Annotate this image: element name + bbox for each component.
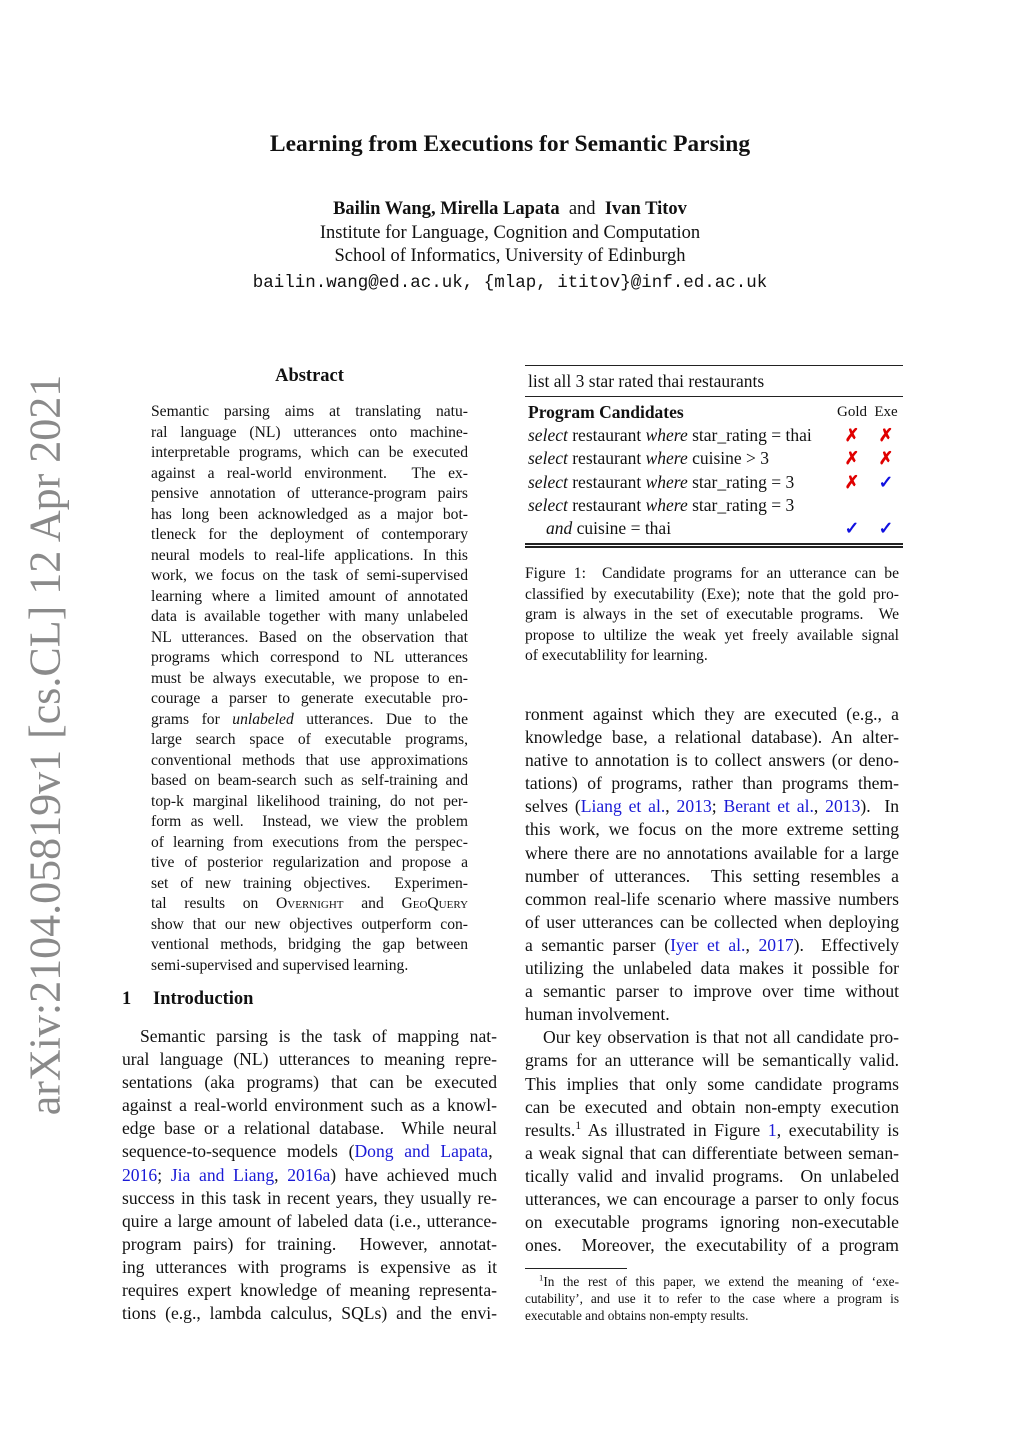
text-line [151, 402, 468, 423]
text-line [151, 853, 468, 874]
program-candidate-row [525, 494, 903, 517]
text-run: pensive annotation of utterance-program pairs [151, 485, 468, 502]
text-line [151, 771, 468, 792]
text-run: grams for an utterance will be semantically valid. [525, 1050, 899, 1071]
text-run: , [665, 796, 677, 817]
text-run: tive of posterior regularization and propose a [151, 854, 468, 871]
text-run: learning where a limited amount of annotated [151, 587, 468, 605]
text-run: cuisine = thai [572, 517, 672, 538]
text-run: , [745, 934, 759, 955]
text-run: sequence-to-sequence models ( [122, 1141, 355, 1162]
text-run: , executability is [776, 1119, 899, 1140]
text-run: cutability’, and use it to refer to the case where a program is [525, 1291, 899, 1306]
text-line [525, 865, 899, 888]
text-line [525, 605, 899, 626]
text-run: ) have achieved much [330, 1164, 497, 1185]
footnote [525, 1273, 899, 1324]
text-line [525, 1003, 899, 1026]
dataset-name: Overnight [276, 895, 344, 912]
text-line [525, 772, 899, 795]
text-run: ventional methods, bridging the gap between [151, 936, 468, 953]
citation-link[interactable]: 2016a [287, 1164, 331, 1185]
footnote-mark: 1 [539, 1273, 544, 1283]
text-run: ). Effectively [793, 934, 899, 955]
text-line [122, 1164, 497, 1187]
text-line [525, 818, 899, 841]
text-run: In the rest of this paper, we extend the meaning of ‘exe- [543, 1274, 899, 1289]
text-run: utilizing the unlabeled data makes it possible for [525, 958, 899, 979]
text-run: semi-supervised and supervised learning. [151, 956, 409, 974]
text-run: utterances. Due to the [293, 710, 468, 728]
table-header [525, 401, 903, 424]
text-line [122, 1302, 497, 1325]
program-candidate-row [525, 447, 903, 470]
text-line [151, 956, 468, 977]
check-icon-exe: ✓ [878, 471, 894, 492]
text-line [122, 1140, 497, 1163]
text-line [525, 888, 899, 911]
text-line [122, 1256, 497, 1279]
text-line [525, 726, 899, 749]
authors-and: and [568, 199, 596, 219]
text-line [122, 1094, 497, 1117]
dataset-name: GeoQuery [401, 895, 468, 912]
text-line [525, 1049, 899, 1072]
text-run: restaurant [567, 448, 646, 469]
text-line [525, 1026, 899, 1049]
program-text [528, 447, 835, 470]
cross-icon-gold [835, 494, 869, 517]
text-run: ones. Moreover, the executability of a program [525, 1235, 899, 1256]
text-run: gram is always in the set of executable programs. We [525, 606, 899, 623]
cross-icon-gold: ✗ [844, 471, 860, 492]
emphasis-text: unlabeled [232, 710, 294, 728]
text-run: Semantic parsing aims at translating natu- [151, 403, 468, 420]
cross-icon-exe: ✗ [878, 448, 894, 469]
citation-link[interactable]: 2013 [676, 796, 712, 817]
citation-link[interactable]: Dong and Lapata [354, 1141, 489, 1162]
text-run: has long been acknowledged as a major bot- [151, 505, 468, 523]
text-run: NL utterances. Based on the observation that [151, 628, 468, 646]
text-run: quire a large amount of labeled data (i.e., utterance- [122, 1210, 497, 1231]
cross-icon-exe: ✗ [878, 425, 894, 446]
text-run: knowledge base, a relational database). An alter- [525, 727, 899, 748]
author-names-1: Bailin Wang, Mirella Lapata [333, 199, 560, 219]
text-run: grams for [151, 710, 233, 728]
text-run: common real-life scenario where massive numbers [525, 888, 899, 909]
text-line [525, 1096, 899, 1119]
text-run: based on beam-search such as self-training and [151, 772, 468, 789]
text-line [523, 1273, 899, 1290]
text-line [151, 484, 468, 505]
text-line [122, 1279, 497, 1302]
text-line [525, 957, 899, 980]
paper-title: Learning from Executions for Semantic Parsing [269, 131, 751, 157]
section-heading [122, 989, 253, 1010]
program-text [528, 517, 835, 540]
text-run: program pairs) for training. However, annotat- [122, 1233, 497, 1254]
utterance: list all 3 star rated thai restaurants [528, 371, 765, 391]
text-run: Our key observation is that not all candidate pro- [543, 1027, 899, 1048]
text-run: restaurant [567, 494, 646, 515]
text-line [151, 915, 468, 936]
program-text [528, 494, 835, 517]
arxiv-identifier: arXiv:2104.05819v1 [cs.CL] 12 Apr 2021 [20, 374, 70, 1116]
check-icon-gold: ✓ [844, 517, 860, 538]
text-run: restaurant [567, 425, 646, 446]
text-run: against a real-world environment. The ex- [151, 464, 468, 482]
emphasis-text: where [645, 425, 688, 446]
program-rows [525, 424, 903, 540]
author-names-2: Ivan Titov [604, 199, 687, 219]
emphasis-text: where [645, 448, 688, 469]
table-rule [525, 546, 903, 548]
text-line [525, 703, 899, 726]
text-run: As illustrated in Figure [581, 1119, 768, 1140]
figure-caption [525, 564, 899, 667]
text-run: top-k marginal likelihood training, do not per- [151, 792, 468, 810]
text-run: restaurant [567, 471, 646, 492]
text-run: number of utterances. This setting resembles a [525, 865, 899, 886]
cross-icon-exe [869, 494, 903, 517]
text-run: must be always executable, we propose to en- [151, 669, 468, 687]
text-line [525, 980, 899, 1003]
text-run: conventional methods that use approximations [151, 751, 468, 769]
text-line [151, 812, 468, 833]
authors [0, 199, 1020, 220]
text-run: propose to ultilize the weak yet freely available signal [525, 626, 899, 644]
text-line [151, 833, 468, 854]
citation-link[interactable]: Liang et al. [580, 796, 666, 817]
text-line [525, 1142, 899, 1165]
text-line [151, 423, 468, 444]
text-run: Figure 1: Candidate programs for an utterance can be [525, 565, 899, 582]
text-run: ; [157, 1164, 171, 1185]
text-run: a semantic parser to improve over time without [525, 981, 899, 1002]
abstract-heading: Abstract [275, 366, 344, 386]
text-run: of user utterances can be collected when deploying [525, 911, 899, 932]
program-candidate-row [525, 517, 903, 540]
citation-link[interactable]: Iyer et al. [670, 934, 746, 955]
text-line [525, 1290, 899, 1307]
text-run: tically valid and invalid programs. On unlabeled [525, 1165, 899, 1186]
text-run: , [274, 1164, 288, 1185]
text-run: large search space of executable programs, [151, 731, 468, 748]
cross-icon-gold: ✗ [844, 425, 860, 446]
text-run: a semantic parser ( [525, 934, 671, 955]
text-line [151, 751, 468, 772]
text-run: tal results on [151, 895, 277, 912]
text-run: show that our new objectives outperform con- [151, 915, 468, 933]
text-line [525, 564, 899, 585]
text-run: human involvement. [525, 1004, 670, 1025]
emphasis-text: where [645, 471, 688, 492]
text-line [525, 1307, 899, 1324]
emphasis-text: select [528, 471, 568, 492]
text-run: on executable programs ignoring non-executable [525, 1212, 899, 1233]
text-run: courage a parser to generate executable pro- [151, 690, 468, 707]
emphasis-text: and [546, 517, 573, 538]
footnote-mark: 1 [575, 1119, 582, 1132]
emphasis-text: where [645, 494, 688, 515]
text-run: of executablility for learning. [525, 647, 708, 664]
text-line [525, 1073, 899, 1096]
text-line [122, 1187, 497, 1210]
program-candidate-row [525, 424, 903, 447]
text-run: ; [711, 796, 724, 817]
emphasis-text: select [528, 425, 568, 446]
text-line [525, 1119, 899, 1142]
text-line [122, 1025, 497, 1048]
text-run: tations) of programs, rather than programs them- [525, 773, 899, 794]
text-line [151, 607, 468, 628]
text-line [151, 792, 468, 813]
text-line [525, 646, 899, 667]
affiliation: Institute for Language, Cognition and Computation [319, 223, 701, 243]
text-run: ). In [860, 796, 899, 817]
citation-link[interactable]: 1 [767, 1119, 777, 1140]
text-run: star_rating = 3 [687, 494, 795, 515]
emphasis-text: select [528, 448, 568, 469]
text-run: ural language (NL) utterances to meaning repre- [122, 1049, 497, 1070]
text-line [525, 585, 899, 606]
text-line [151, 648, 468, 669]
text-run: classified by executability (Exe); note that the gold pro- [525, 585, 899, 603]
text-run: tions (e.g., lambda calculus, SQLs) and the envi- [122, 1303, 497, 1324]
section-number: 1 [122, 989, 132, 1009]
text-line [151, 587, 468, 608]
text-line [151, 935, 468, 956]
text-line [151, 894, 468, 915]
text-run: cuisine > 3 [687, 448, 770, 469]
text-line [151, 546, 468, 567]
text-line [525, 1234, 899, 1257]
citation-link[interactable]: Berant et al. [723, 796, 814, 817]
text-run: data is available together with many unlabeled [151, 608, 468, 625]
text-line [151, 730, 468, 751]
header-gold: Gold [837, 404, 867, 420]
text-run: success in this task in recent years, they usually re- [122, 1187, 497, 1208]
text-line [122, 1117, 497, 1140]
text-run: native to annotation is to collect answers (or deno- [525, 750, 899, 771]
text-run: edge base or a relational database. While neural [122, 1118, 497, 1139]
text-line [122, 1048, 497, 1071]
text-line [151, 525, 468, 546]
check-icon-exe: ✓ [878, 517, 894, 538]
text-line [525, 1165, 899, 1188]
text-run: of learning from executions from the perspec- [151, 833, 468, 851]
text-line [151, 566, 468, 587]
text-line [525, 795, 899, 818]
section-title: Introduction [153, 989, 254, 1009]
text-run: utterances, we can encourage a parser to only focus [525, 1188, 899, 1209]
text-line [525, 1188, 899, 1211]
text-run: star_rating = 3 [687, 471, 795, 492]
text-line [151, 669, 468, 690]
text-run: work, we focus on the task of semi-supervised [151, 567, 468, 584]
text-line [525, 934, 899, 957]
figure-1-table [525, 365, 903, 548]
text-run: executable and obtains non-empty results. [525, 1308, 749, 1323]
citation-link[interactable]: 2017 [758, 934, 794, 955]
text-run: , [488, 1141, 497, 1162]
footnote-rule [525, 1268, 627, 1269]
citation-link[interactable]: Jia and Liang [170, 1164, 275, 1185]
text-line [151, 628, 468, 649]
program-candidate-row [525, 471, 903, 494]
text-line [151, 464, 468, 485]
text-run: sentations (aka programs) that can be executed [122, 1072, 497, 1093]
emphasis-text: select [528, 494, 568, 515]
citation-link[interactable]: 2013 [825, 796, 861, 817]
text-run: interpretable programs, which can be executed [151, 444, 468, 461]
introduction-text [122, 1025, 497, 1325]
text-line [122, 1233, 497, 1256]
table-rule [525, 396, 903, 397]
text-line [151, 710, 468, 731]
text-run: ronment against which they are executed (e.g., a [525, 704, 899, 724]
text-line [151, 874, 468, 895]
text-run: ing utterances with programs is expensive as it [122, 1256, 497, 1277]
text-run: requires expert knowledge of meaning representa- [122, 1280, 497, 1301]
text-run: and [343, 895, 402, 912]
text-run: a weak signal that can differentiate between seman- [525, 1142, 899, 1163]
text-line [525, 1211, 899, 1234]
program-text [528, 424, 835, 447]
text-run: selves ( [525, 796, 581, 817]
right-column-text [525, 703, 899, 1257]
text-run: programs which correspond to NL utterances [151, 649, 468, 666]
cross-icon-gold: ✗ [844, 448, 860, 469]
abstract-text [151, 402, 468, 976]
author-emails: bailin.wang@ed.ac.uk, {mlap, ititov}@inf.ed.ac.uk [252, 273, 768, 293]
text-run: tleneck for the deployment of contemporary [151, 526, 468, 543]
text-line [151, 689, 468, 710]
affiliation: School of Informatics, University of Edinburgh [334, 246, 686, 266]
citation-link[interactable]: 2016 [122, 1164, 158, 1185]
text-line [525, 749, 899, 772]
text-run: Semantic parsing is the task of mapping nat- [140, 1026, 497, 1046]
text-run: against a real-world environment such as a knowl- [122, 1095, 497, 1116]
text-run: form as well. Instead, we view the problem [151, 813, 468, 830]
text-run: neural models to real-life applications. In this [151, 546, 468, 564]
text-run: where there are no annotations available for a large [525, 842, 899, 863]
text-line [122, 1071, 497, 1094]
text-run: , [813, 796, 826, 817]
header-program-candidates: Program Candidates [528, 402, 684, 422]
text-run: this work, we focus on the more extreme setting [525, 819, 899, 840]
text-line [151, 443, 468, 464]
text-run: results. [525, 1119, 576, 1140]
text-run: This implies that only some candidate programs [525, 1073, 899, 1094]
text-run: ral language (NL) utterances onto machine- [151, 423, 468, 441]
text-line [151, 505, 468, 526]
text-line [525, 842, 899, 865]
text-line [525, 626, 899, 647]
text-run: star_rating = thai [687, 425, 812, 446]
text-line [122, 1210, 497, 1233]
utterance-row [525, 366, 903, 396]
program-text [528, 471, 835, 494]
text-run: can be executed and obtain non-empty execution [525, 1096, 899, 1117]
header-exe: Exe [874, 404, 898, 420]
text-run: set of new training objectives. Experimen- [151, 874, 468, 892]
text-line [525, 911, 899, 934]
